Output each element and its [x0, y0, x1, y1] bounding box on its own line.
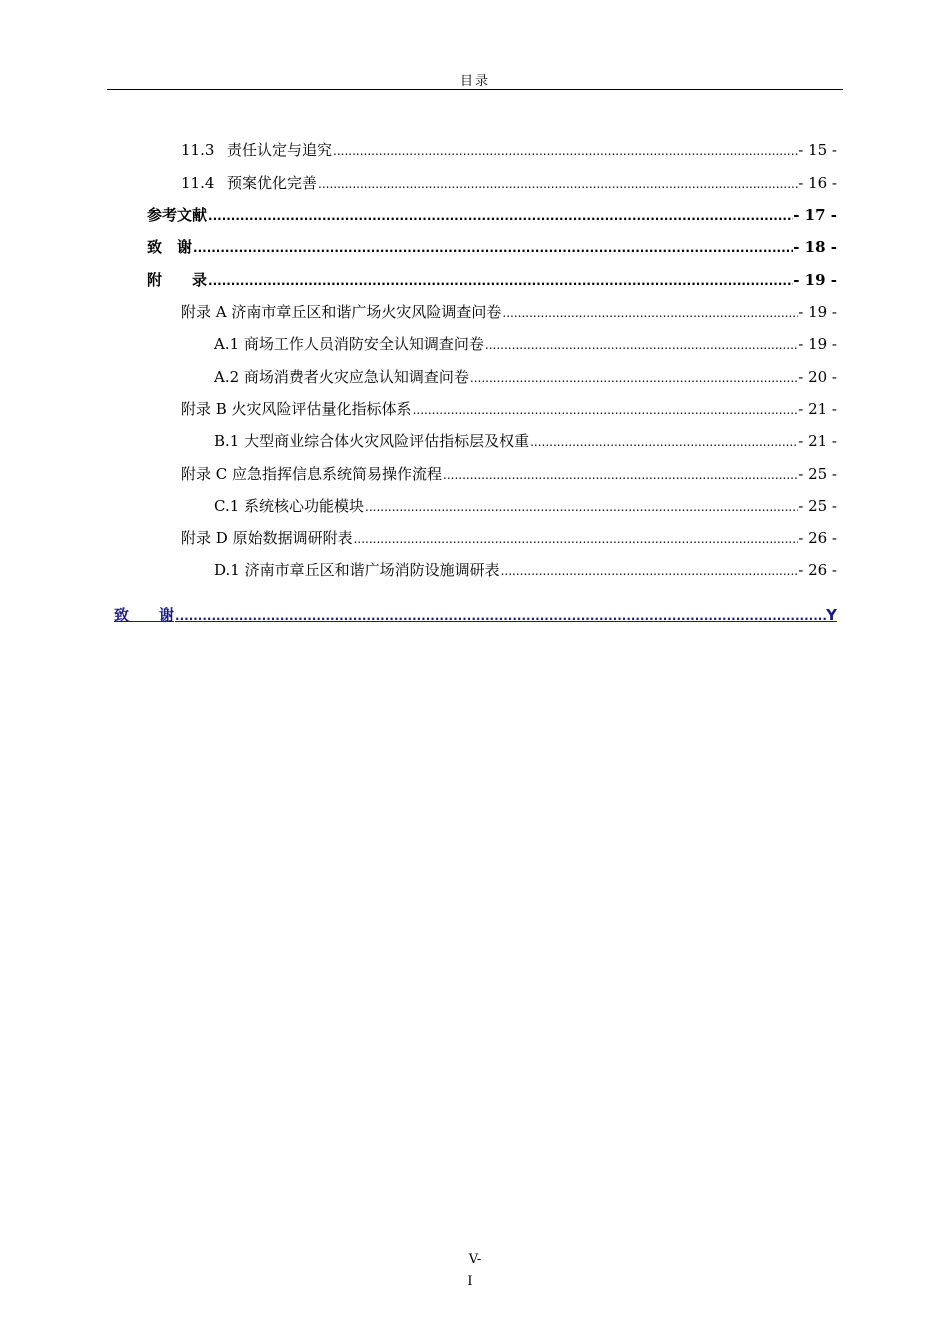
header-divider: [107, 89, 843, 90]
toc-leader-dots: [333, 144, 798, 158]
toc-entry[interactable]: [181, 139, 837, 161]
toc-leader-dots: [530, 435, 798, 449]
toc-entry[interactable]: [181, 398, 837, 420]
toc-entry-label: 附 录: [147, 271, 208, 289]
toc-entry[interactable]: [214, 366, 837, 388]
toc-entry[interactable]: [181, 172, 837, 194]
toc-page-number: - 20 -: [798, 368, 837, 386]
toc-entry-label: 附录 C 应急指挥信息系统简易操作流程: [181, 465, 443, 483]
toc-entry[interactable]: [214, 559, 837, 581]
toc-entry[interactable]: [147, 236, 837, 258]
toc-page-number: - 21 -: [798, 432, 837, 450]
toc-page-number: Y: [826, 606, 837, 624]
toc-entry-label: B.1 大型商业综合体火灾风险评估指标层及权重: [214, 432, 530, 450]
toc-leader-dots: [365, 500, 798, 514]
toc-entry[interactable]: [181, 301, 837, 323]
toc-section-number: 11.3: [181, 141, 215, 159]
toc-page-number: - 19 -: [793, 271, 837, 289]
toc-page-number: - 19 -: [798, 335, 837, 353]
toc-entry-label: A.2 商场消费者火灾应急认知调查问卷: [214, 368, 469, 386]
toc-leader-dots: [502, 306, 798, 320]
toc-leader-dots: [443, 468, 798, 482]
toc-entry[interactable]: [214, 333, 837, 355]
toc-leader-dots: [208, 274, 793, 288]
toc-leader-dots: [193, 241, 793, 255]
toc-page-number: - 16 -: [798, 174, 837, 192]
toc-page-number: - 25 -: [798, 497, 837, 515]
toc-leader-dots: [470, 371, 798, 385]
toc-entry[interactable]: [181, 527, 837, 549]
toc-entry-label: 预案优化完善: [227, 174, 318, 192]
toc-entry-label: 致 谢: [114, 606, 175, 624]
toc-entry-label: 附录 D 原始数据调研附表: [181, 529, 353, 547]
toc-page-number: - 19 -: [798, 303, 837, 321]
toc-page-number: - 15 -: [798, 141, 837, 159]
toc-entry-label: 参考文献: [147, 206, 208, 224]
toc-section-number: 11.4: [181, 174, 215, 192]
toc-leader-dots: [318, 177, 798, 191]
toc-page-number: - 26 -: [798, 561, 837, 579]
toc-entry-label: C.1 系统核心功能模块: [214, 497, 365, 515]
toc-leader-dots: [354, 532, 799, 546]
toc-entry[interactable]: [147, 269, 837, 291]
toc-entry-label: 致 谢: [147, 238, 193, 256]
toc-entry[interactable]: [181, 463, 837, 485]
toc-leader-dots: [501, 564, 799, 578]
toc-leader-dots: [208, 209, 793, 223]
toc-entry-label: D.1 济南市章丘区和谐广场消防设施调研表: [214, 561, 500, 579]
toc-page-number: - 17 -: [793, 206, 837, 224]
running-header-title: 目录: [459, 74, 490, 89]
toc-entry[interactable]: [147, 204, 837, 226]
toc-page-number: - 21 -: [798, 400, 837, 418]
toc-entry-label: 附录 A 济南市章丘区和谐广场火灾风险调查问卷: [181, 303, 502, 321]
toc-page-number: - 18 -: [793, 238, 837, 256]
toc-leader-dots: [175, 609, 826, 623]
toc-page-number: - 25 -: [798, 465, 837, 483]
toc-entry-label: A.1 商场工作人员消防安全认知调查问卷: [214, 335, 484, 353]
toc-page-number: - 26 -: [798, 529, 837, 547]
toc-entry[interactable]: [214, 430, 837, 452]
toc-entry[interactable]: [214, 495, 837, 517]
toc-hyperlink-entry[interactable]: [114, 604, 837, 626]
toc-entry-label: 附录 B 火灾风险评估量化指标体系: [181, 400, 412, 418]
toc-entry-label: 责任认定与追究: [227, 141, 333, 159]
footer-page-number: V-: [468, 1252, 482, 1267]
footer-roman-numeral: I: [467, 1274, 473, 1289]
toc-leader-dots: [413, 403, 799, 417]
toc-leader-dots: [485, 338, 798, 352]
